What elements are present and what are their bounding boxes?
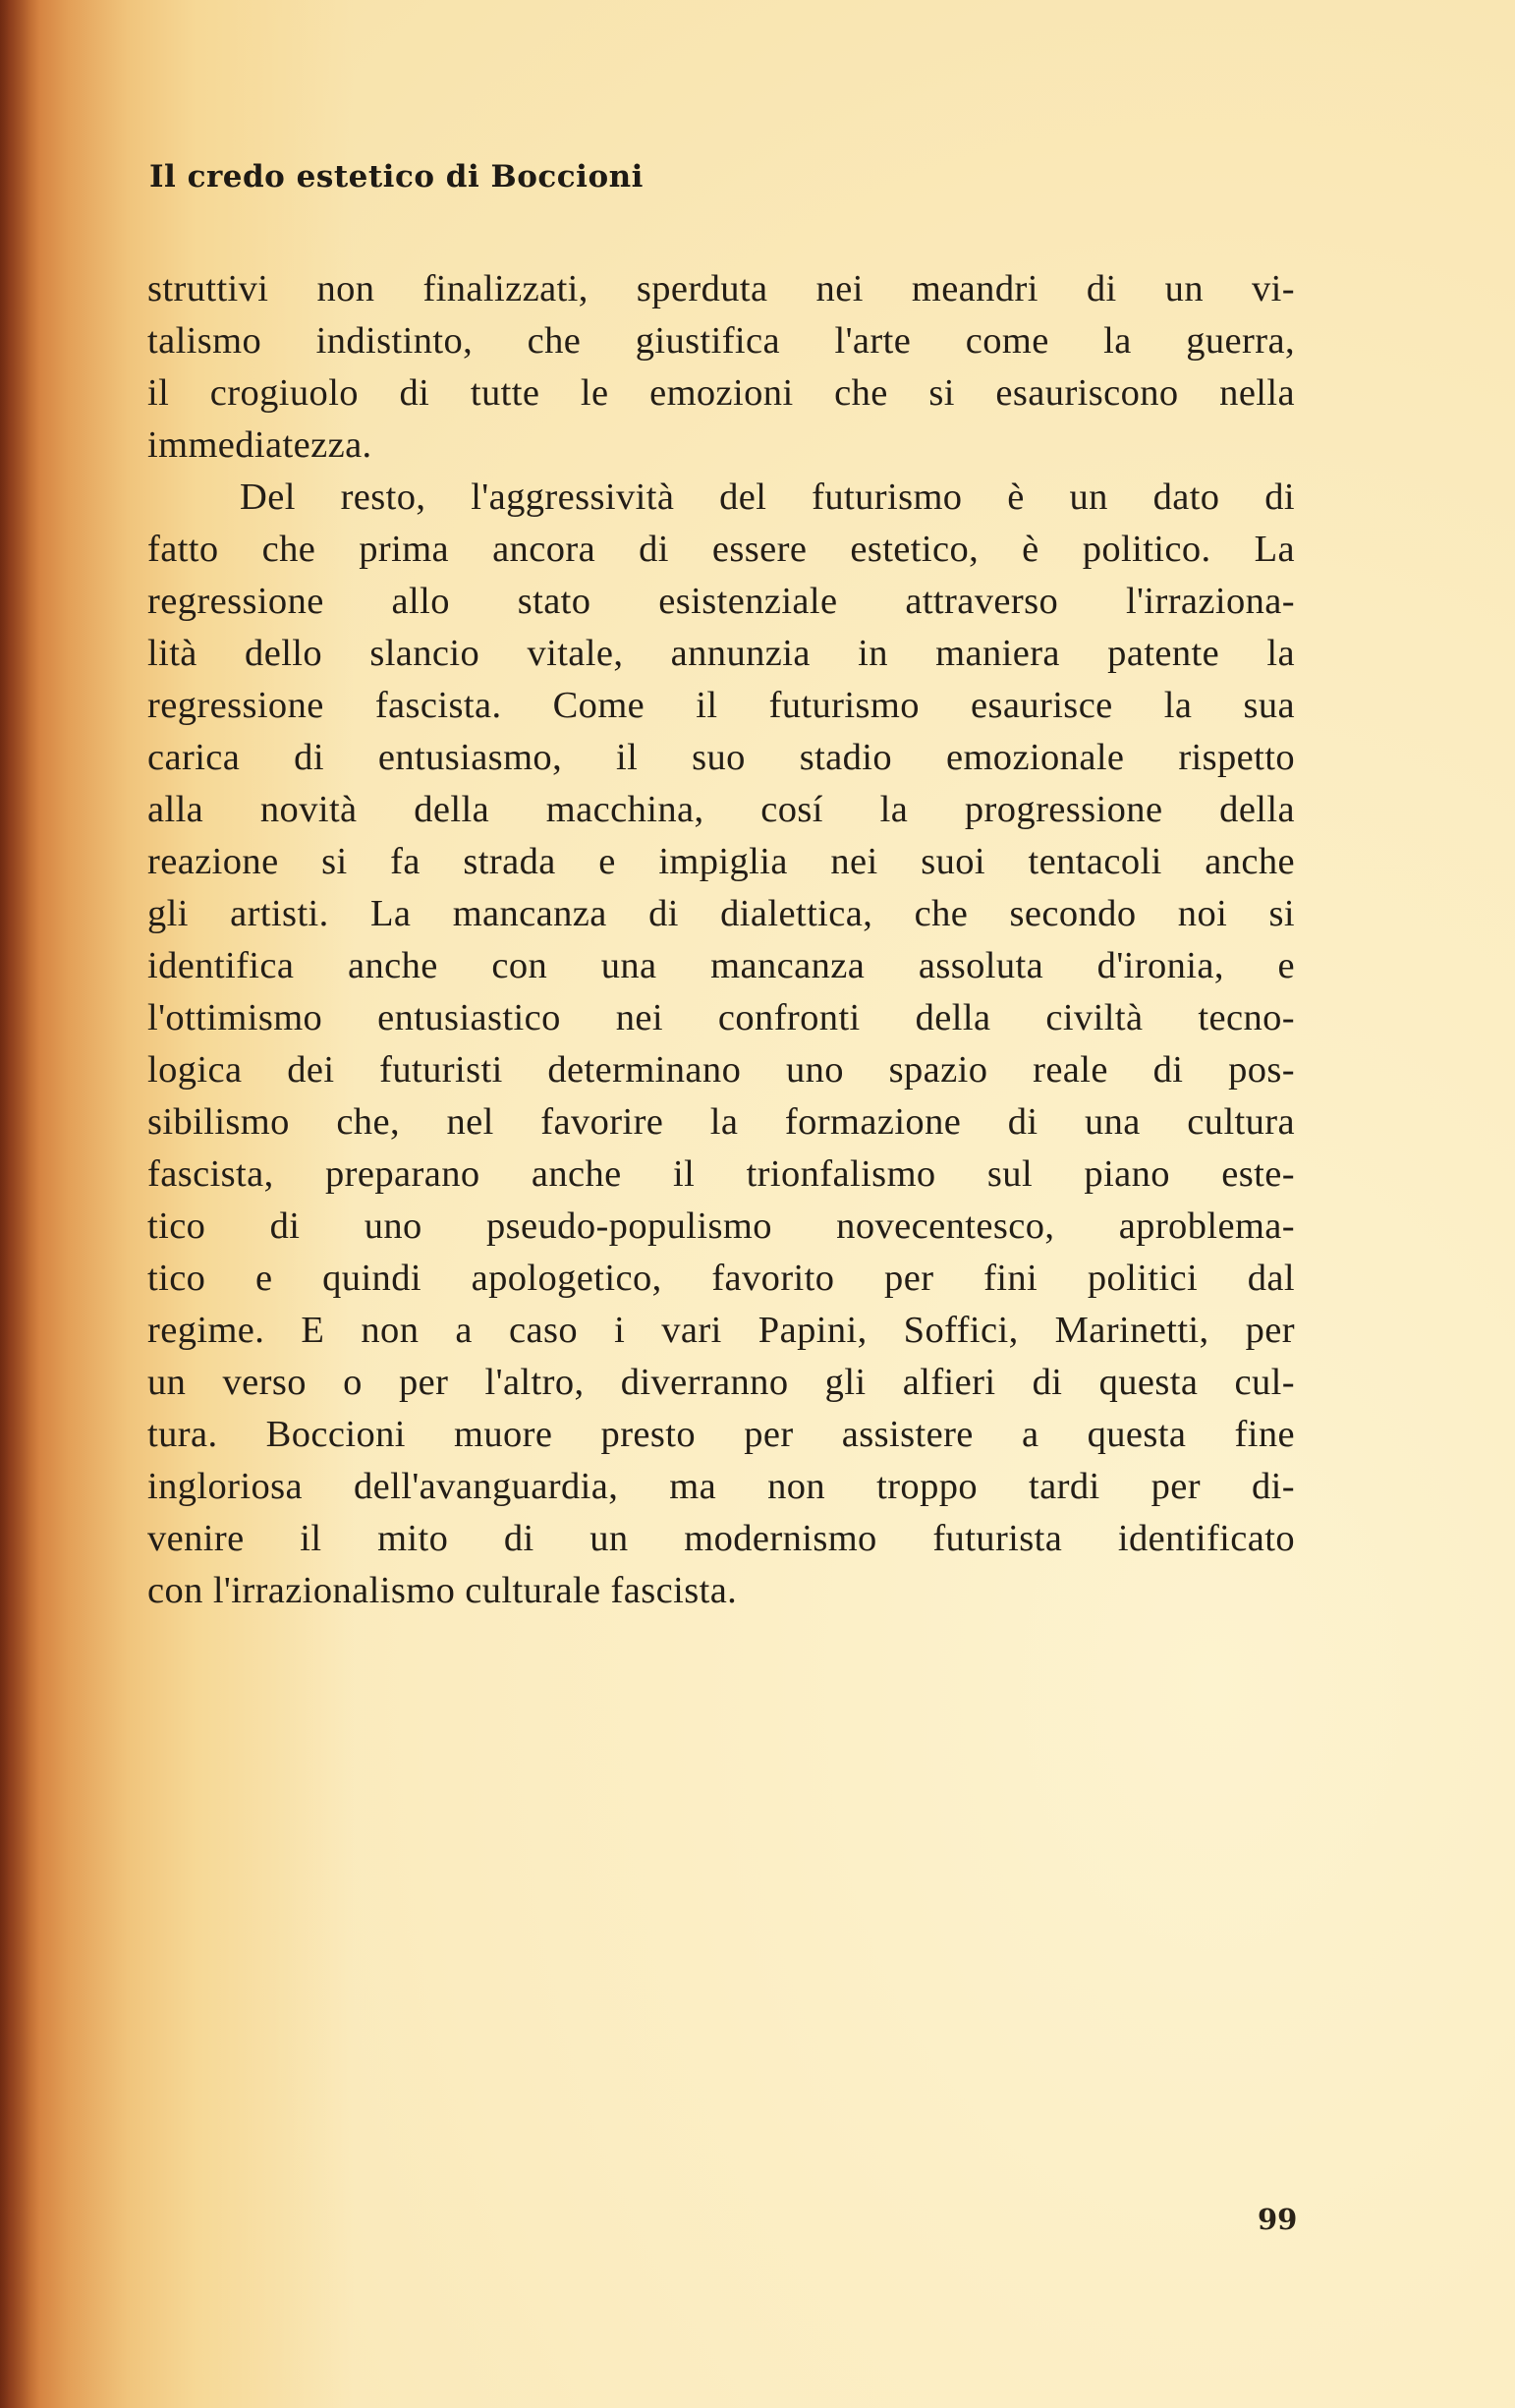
text-line: reazione si fa strada e impiglia nei suoi tentacoli anche bbox=[147, 841, 1295, 882]
text-line: sibilismo che, nel favorire la formazione di una cultura bbox=[147, 1101, 1295, 1143]
text-line: tura. Boccioni muore presto per assistere a questa fine bbox=[147, 1414, 1295, 1455]
text-line: con l'irrazionalismo culturale fascista. bbox=[147, 1570, 738, 1611]
text-line: identifica anche con una mancanza assoluta d'ironia, e bbox=[147, 945, 1295, 986]
text-line: tico e quindi apologetico, favorito per fini politici dal bbox=[147, 1258, 1295, 1299]
page-edge-shadow bbox=[0, 0, 39, 2408]
text-line: fatto che prima ancora di essere estetico, è politico. La bbox=[147, 529, 1295, 570]
text-line: regressione allo stato esistenziale attraverso l'irraziona- bbox=[147, 581, 1295, 622]
text-line: fascista, preparano anche il trionfalismo sul piano este- bbox=[147, 1153, 1295, 1195]
text-line: lità dello slancio vitale, annunzia in maniera patente la bbox=[147, 633, 1295, 674]
text-line: il crogiuolo di tutte le emozioni che si esauriscono nella bbox=[147, 372, 1295, 414]
text-line: gli artisti. La mancanza di dialettica, che secondo noi si bbox=[147, 893, 1295, 934]
text-line: immediatezza. bbox=[147, 424, 372, 466]
text-line: tico di uno pseudo-populismo novecentesco, aproblema- bbox=[147, 1205, 1295, 1247]
text-line: alla novità della macchina, cosí la progressione della bbox=[147, 789, 1295, 830]
text-line: talismo indistinto, che giustifica l'arte come la guerra, bbox=[147, 320, 1295, 362]
text-line: venire il mito di un modernismo futurista identificato bbox=[147, 1518, 1295, 1559]
page-number: 99 bbox=[1258, 2203, 1298, 2236]
text-line: regressione fascista. Come il futurismo esaurisce la sua bbox=[147, 685, 1295, 726]
text-line: struttivi non finalizzati, sperduta nei meandri di un vi- bbox=[147, 268, 1295, 309]
text-line: carica di entusiasmo, il suo stadio emozionale rispetto bbox=[147, 737, 1295, 778]
text-line: l'ottimismo entusiastico nei confronti della civiltà tecno- bbox=[147, 997, 1295, 1038]
text-line: Del resto, l'aggressività del futurismo è un dato di bbox=[240, 476, 1295, 518]
text-line: logica dei futuristi determinano uno spazio reale di pos- bbox=[147, 1049, 1295, 1091]
running-head: Il credo estetico di Boccioni bbox=[149, 159, 644, 195]
body-text bbox=[147, 263, 1295, 1617]
text-line: un verso o per l'altro, diverranno gli alfieri di questa cul- bbox=[147, 1362, 1295, 1403]
text-line: regime. E non a caso i vari Papini, Soffici, Marinetti, per bbox=[147, 1310, 1295, 1351]
text-line: ingloriosa dell'avanguardia, ma non troppo tardi per di- bbox=[147, 1466, 1295, 1507]
